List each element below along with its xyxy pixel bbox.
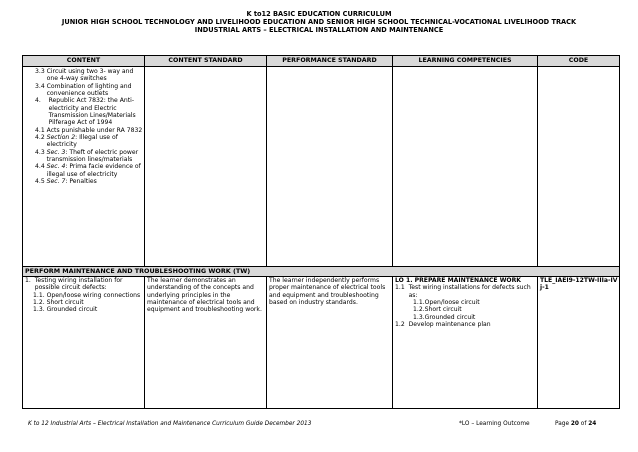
list-item: 1.2. Short circuit (33, 299, 84, 307)
list-item: 3.4 Combination of lighting and convenience outlets (35, 82, 132, 98)
list-item: 1.3. Grounded circuit (413, 313, 476, 321)
content-cell (23, 277, 145, 409)
section-row (23, 267, 620, 277)
list-item: 1. Testing wiring installation for possible circuit defects: (25, 277, 123, 292)
content-cell (23, 67, 145, 267)
list-item: 4.4 Sec. 4: Prima facie evidence of illegal use of electricity (35, 163, 141, 178)
list-item: 4.5 Sec. 7: Penalties (35, 178, 97, 186)
list-item: 4.2 Section 2: Illegal use of electricity (35, 134, 118, 149)
performance-standard-cell (267, 67, 393, 267)
content-standard-cell (145, 67, 267, 267)
learning-outcome-title: LO 1. PREPARE MAINTENANCE WORK (395, 277, 522, 284)
performance-standard-text: The learner independently performs proper maintenance of electrical tools and equipment and troubleshooting based on industry standards. (269, 277, 386, 307)
table-row (23, 277, 620, 409)
list-item: 1.2 Develop maintenance plan (395, 321, 491, 329)
document-title: K to12 BASIC EDUCATION CURRICULUM (246, 10, 392, 18)
column-header-performance-standard: PERFORMANCE STANDARD (267, 56, 393, 67)
list-item: 3.3 Circuit using two 3- way and one 4-way switches (35, 68, 134, 83)
performance-standard-cell (267, 277, 393, 409)
list-item: 4.3 Sec. 3: Theft of electric power transmission lines/materials (35, 148, 139, 164)
code-cell (538, 277, 620, 409)
list-item: 4.1 Acts punishable under RA 7832 (35, 126, 143, 134)
list-item: 1.1 Test wiring installations for defects such as: (395, 284, 531, 299)
column-header-content-standard: CONTENT STANDARD (145, 56, 267, 67)
column-header-content: CONTENT (23, 56, 145, 67)
competency-code: TLE_IAEI9-12TW-IIIa-IVj-1 (540, 277, 618, 292)
document-section-title: INDUSTRIAL ARTS – ELECTRICAL INSTALLATION AND MAINTENANCE (194, 26, 444, 34)
code-cell (538, 67, 620, 267)
curriculum-table (22, 55, 620, 409)
list-item: 1.3. Grounded circuit (33, 306, 98, 314)
list-item: 1.1. Open/loose circuit (413, 299, 480, 307)
table-row (23, 67, 620, 267)
content-standard-cell (145, 277, 267, 409)
footer-page-number: Page 20 of 24 (555, 421, 597, 427)
document-subtitle: JUNIOR HIGH SCHOOL TECHNOLOGY AND LIVELIHOOD EDUCATION AND SENIOR HIGH SCHOOL TECHNICAL-VOCATIONAL LIVELIHOOD TRACK (61, 18, 577, 26)
section-title: PERFORM MAINTENANCE AND TROUBLESHOOTING WORK (TW) (23, 267, 620, 277)
table-header-row (23, 56, 620, 67)
list-item: 1.1. Open/loose wiring connections (33, 291, 141, 299)
column-header-code: CODE (538, 56, 620, 67)
list-item: 4. Republic Act 7832: the Anti-electricity and Electric Transmission Lines/Materials Pilferage Act of 1994 (35, 97, 136, 127)
column-header-learning-competencies: LEARNING COMPETENCIES (393, 56, 538, 67)
content-standard-text: The learner demonstrates an understanding of the concepts and underlying principles in the maintenance of electrical tools and equipment and troubleshooting work. (147, 277, 262, 314)
list-item: 1.2. Short circuit (413, 306, 462, 314)
footer-document-name: K to 12 Industrial Arts – Electrical Installation and Maintenance Curriculum Guide December 2013 (28, 421, 312, 427)
learning-competencies-cell (393, 277, 538, 409)
learning-competencies-cell (393, 67, 538, 267)
footer-note: *LO – Learning Outcome (459, 421, 530, 427)
